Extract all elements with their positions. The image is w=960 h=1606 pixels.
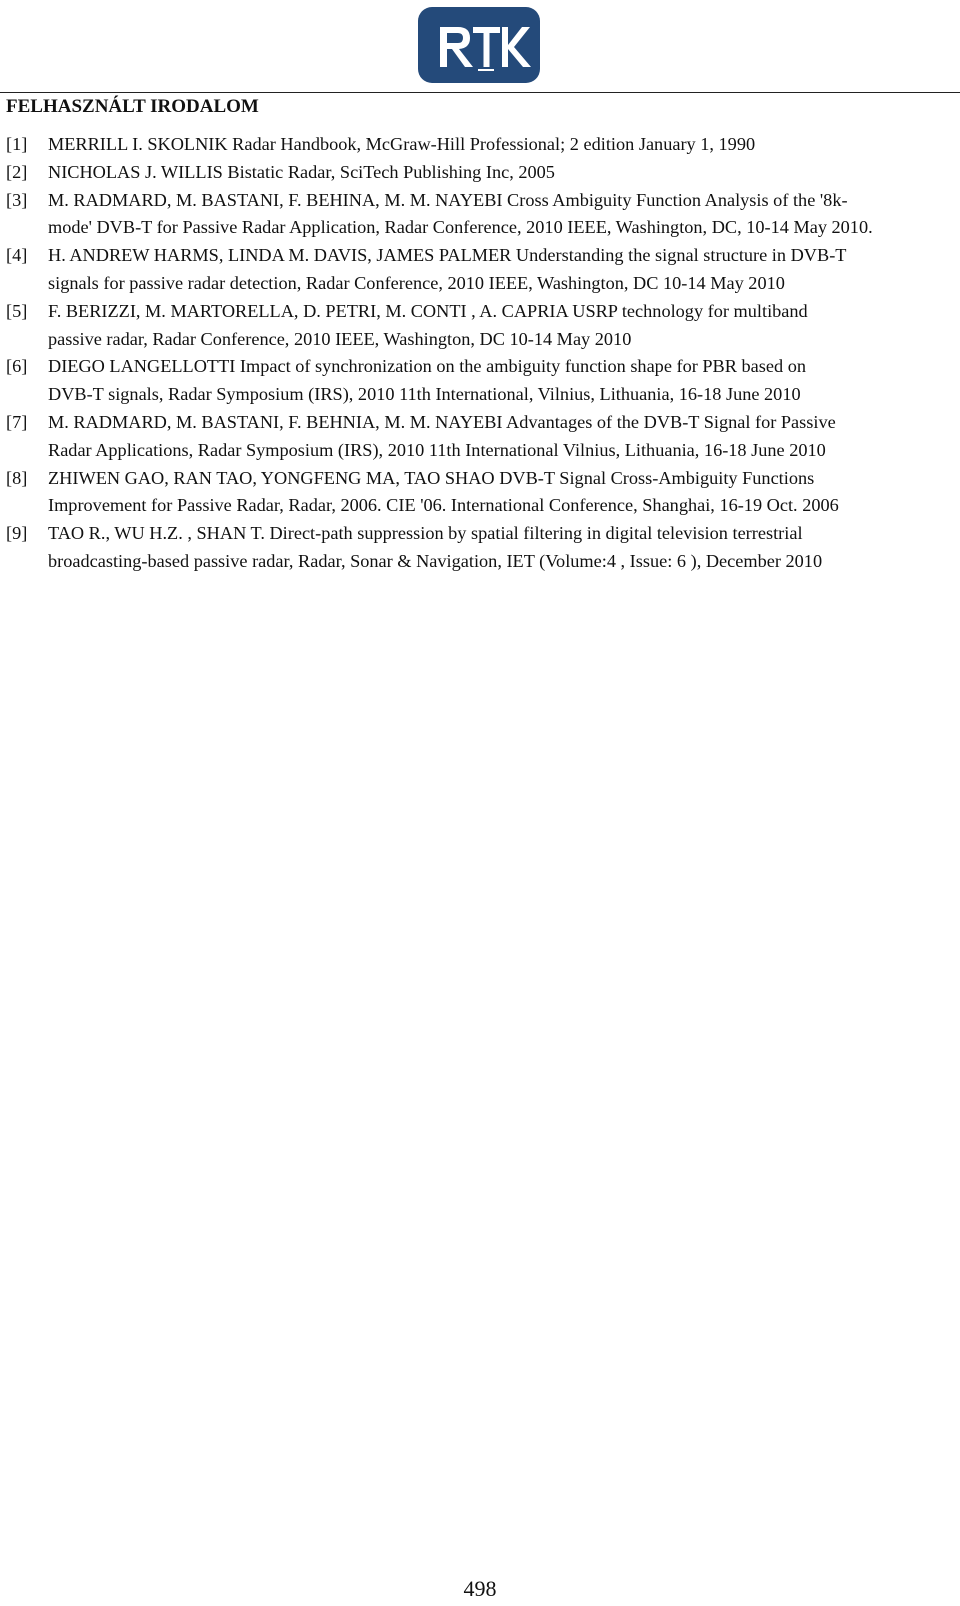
reference-text: F. BERIZZI, M. MARTORELLA, D. PETRI, M. CONTI , A. CAPRIA USRP technology for multiband passive radar, Radar Conference, 2010 IEEE, Washington, DC 10-14 May 2010: [48, 300, 808, 349]
reference-number: [2]: [6, 161, 28, 182]
reference-item-8: [0, 465, 960, 521]
reference-item-6: [0, 353, 960, 409]
reference-number: [3]: [6, 189, 28, 210]
reference-text: M. RADMARD, M. BASTANI, F. BEHNIA, M. M. NAYEBI Advantages of the DVB-T Signal for Passive Radar Applications, Radar Symposium (IRS), 2010 11th International Vilnius, Lithuania, 16-18 June 2010: [48, 411, 836, 460]
reference-number: [4]: [6, 245, 28, 266]
reference-text: MERRILL I. SKOLNIK Radar Handbook, McGraw-Hill Professional; 2 edition January 1, 1990: [48, 134, 756, 154]
reference-number: [8]: [6, 467, 28, 488]
reference-item-9: [0, 520, 960, 576]
reference-number: [9]: [6, 523, 28, 544]
section-title: FELHASZNÁLT IRODALOM: [6, 96, 259, 117]
reference-number: [5]: [6, 300, 28, 321]
reference-text: M. RADMARD, M. BASTANI, F. BEHINA, M. M. NAYEBI Cross Ambiguity Function Analysis of the '8k- mode' DVB-T for Passive Radar Application, Radar Conference, 2010 IEEE, Washington, DC, 10-14 May 2010.: [48, 189, 873, 238]
reference-item-4: [0, 242, 960, 298]
rtk-logo-graphic: [418, 7, 540, 83]
reference-item-1: [0, 131, 960, 159]
reference-number: [6]: [6, 356, 28, 377]
reference-text: NICHOLAS J. WILLIS Bistatic Radar, SciTech Publishing Inc, 2005: [48, 161, 555, 182]
reference-list: [0, 131, 960, 576]
reference-item-3: [0, 187, 960, 243]
reference-item-2: [0, 159, 960, 187]
reference-number: [1]: [6, 134, 28, 154]
reference-text: ZHIWEN GAO, RAN TAO, YONGFENG MA, TAO SHAO DVB-T Signal Cross-Ambiguity Functions Improvement for Passive Radar, Radar, 2006. CIE '06. International Conference, Shanghai, 16-19 Oct. 2006: [48, 467, 839, 516]
reference-text: DIEGO LANGELLOTTI Impact of synchronization on the ambiguity function shape for PBR based on DVB-T signals, Radar Symposium (IRS), 2010 11th International, Vilnius, Lithuania, 16-18 June 2010: [48, 356, 806, 405]
reference-text: H. ANDREW HARMS, LINDA M. DAVIS, JAMES PALMER Understanding the signal structure in DVB-T signals for passive radar detection, Radar Conference, 2010 IEEE, Washington, DC 10-14 May 2010: [48, 245, 847, 293]
reference-item-5: [0, 298, 960, 354]
reference-number: [7]: [6, 411, 28, 432]
reference-text: TAO R., WU H.Z. , SHAN T. Direct-path suppression by spatial filtering in digital television terrestrial broadcasting-based passive radar, Radar, Sonar & Navigation, IET (Volume:4 , Issue: 6 ), December 2010: [48, 523, 823, 571]
page-number: 498: [463, 1576, 497, 1601]
rtk-logo: [418, 7, 540, 83]
reference-item-7: [0, 409, 960, 465]
header-rule: [0, 92, 960, 93]
